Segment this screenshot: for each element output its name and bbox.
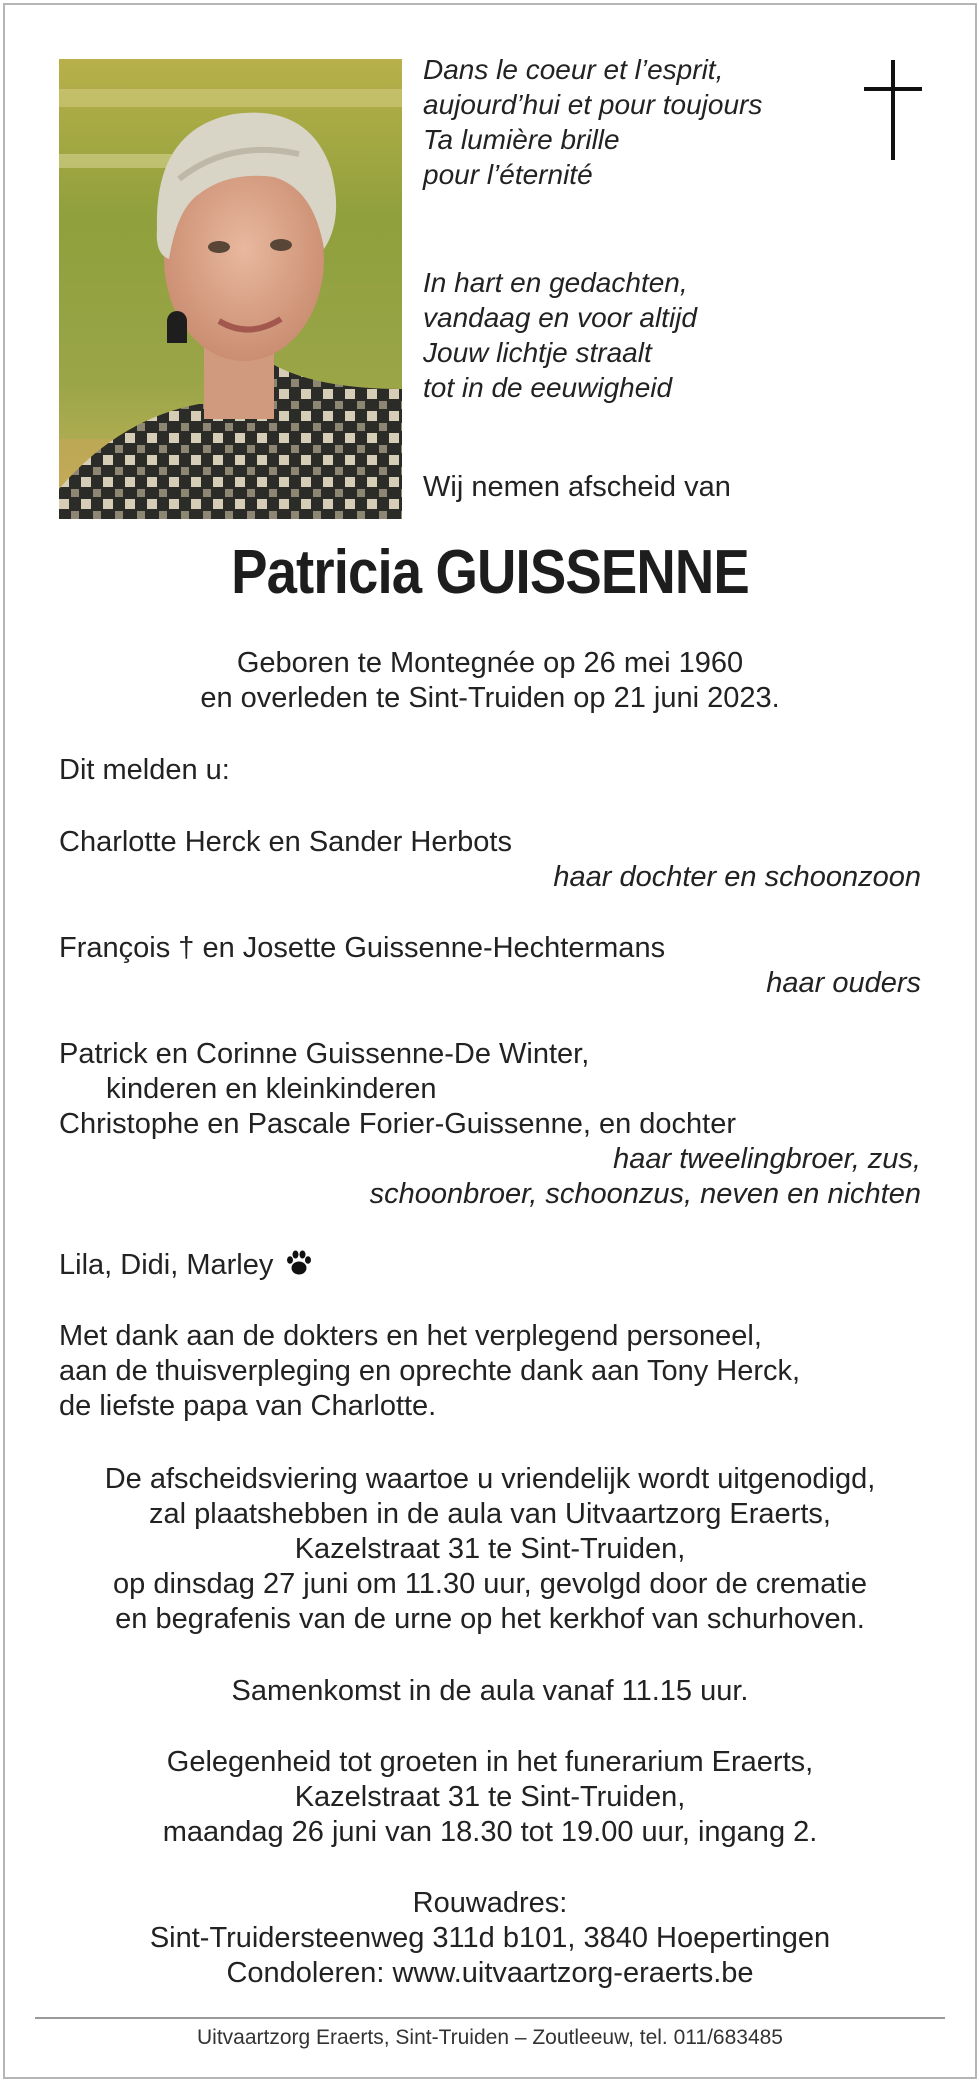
birth-death-info (40, 646, 940, 716)
intro-text: Wij nemen afscheid van (423, 471, 731, 503)
thanks-line: aan de thuisverpleging en oprechte dank aan Tony Herck, (59, 1355, 801, 1387)
address-heading: Rouwadres: (412, 1887, 568, 1919)
gathering-info: Samenkomst in de aula vanaf 11.15 uur. (231, 1675, 749, 1707)
visitation-info (40, 1745, 940, 1850)
family-sibling-relation: haar tweelingbroer, zus, (613, 1143, 921, 1175)
thanks-text (59, 1319, 800, 1424)
poem-dutch-line: vandaag en voor altijd (423, 302, 697, 333)
cross-icon (864, 60, 922, 160)
poem-dutch-line: tot in de eeuwigheid (423, 372, 673, 403)
poem-french-line: aujourd’hui et pour toujours (423, 89, 763, 120)
family-sibling-line: Christophe en Pascale Forier-Guissenne, en dochter (59, 1108, 737, 1140)
ceremony-line: zal plaatshebben in de aula van Uitvaartzorg Eraerts, (149, 1498, 831, 1530)
deceased-name: Patricia GUISSENNE (231, 538, 749, 607)
visitation-line: maandag 26 juni van 18.30 tot 19.00 uur, ingang 2. (162, 1816, 818, 1848)
footer-divider (35, 2017, 945, 2019)
thanks-line: de liefste papa van Charlotte. (59, 1390, 437, 1422)
family-parents-relation: haar ouders (766, 967, 921, 999)
poem-dutch-line: In hart en gedachten, (423, 267, 688, 298)
address-line: Sint-Truidersteenweg 311d b101, 3840 Hoepertingen (149, 1922, 831, 1954)
footer-text: Uitvaartzorg Eraerts, Sint-Truiden – Zoutleeuw, tel. 011/683485 (197, 2026, 783, 2049)
portrait-photo (59, 59, 402, 519)
address-info (40, 1886, 940, 1991)
visitation-line: Gelegenheid tot groeten in het funerarium Eraerts, (166, 1746, 814, 1778)
ceremony-line: Kazelstraat 31 te Sint-Truiden, (294, 1533, 686, 1565)
ceremony-line: en begrafenis van de urne op het kerkhof van schurhoven. (115, 1603, 865, 1635)
family-daughter-names: Charlotte Herck en Sander Herbots (59, 826, 512, 858)
ceremony-info (40, 1462, 940, 1637)
poem-french (423, 52, 762, 192)
family-sibling-line: Patrick en Corinne Guissenne-De Winter, (59, 1038, 590, 1070)
visitation-line: Kazelstraat 31 te Sint-Truiden, (294, 1781, 686, 1813)
poem-french-line: Dans le coeur et l’esprit, (423, 54, 724, 85)
poem-french-line: pour l’éternité (423, 159, 593, 190)
family-parents-names: François † en Josette Guissenne-Hechtermans (59, 932, 666, 964)
family-sibling-line: kinderen en kleinkinderen (106, 1073, 437, 1105)
family-sibling-relation: schoonbroer, schoonzus, neven en nichten (369, 1178, 921, 1210)
paw-icon (285, 1249, 313, 1277)
poem-french-line: Ta lumière brille (423, 124, 620, 155)
ceremony-line: op dinsdag 27 juni om 11.30 uur, gevolgd door de crematie (113, 1568, 867, 1600)
family-daughter-relation: haar dochter en schoonzoon (553, 861, 921, 893)
ceremony-line: De afscheidsviering waartoe u vriendelijk wordt uitgenodigd, (104, 1463, 876, 1495)
death-line: en overleden te Sint-Truiden op 21 juni 2023. (200, 682, 780, 714)
poem-dutch-line: Jouw lichtje straalt (423, 337, 652, 368)
poem-dutch (423, 265, 697, 405)
thanks-line: Met dank aan de dokters en het verplegend personeel, (59, 1320, 762, 1352)
condolence-line: Condoleren: www.uitvaartzorg-eraerts.be (226, 1957, 754, 1989)
birth-line: Geboren te Montegnée op 26 mei 1960 (236, 647, 744, 679)
family-pets-names: Lila, Didi, Marley (59, 1249, 274, 1281)
family-pets (59, 1248, 313, 1283)
announce-text: Dit melden u: (59, 754, 230, 786)
